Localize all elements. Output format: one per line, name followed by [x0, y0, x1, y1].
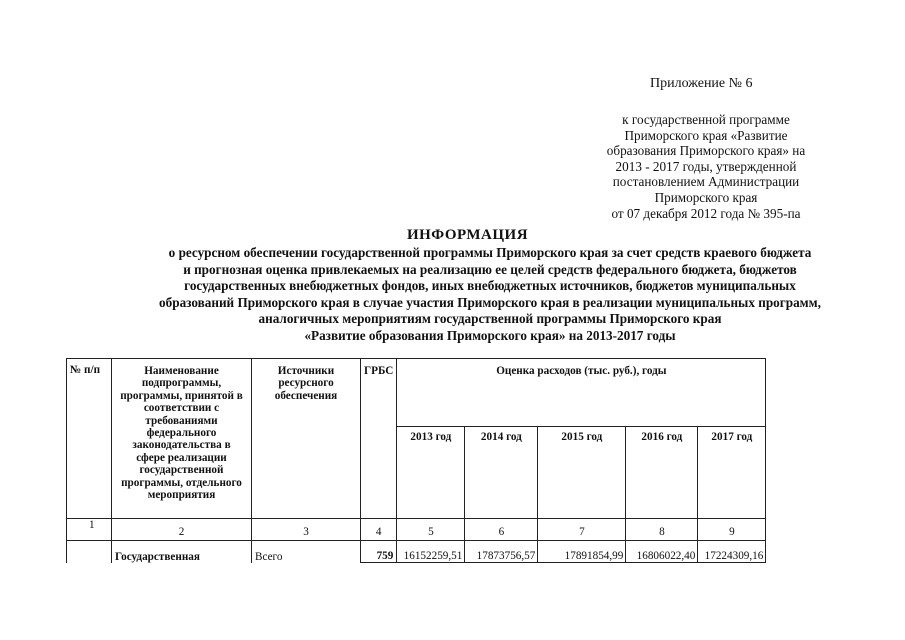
header-name-line: государственной [139, 464, 224, 477]
appendix-line: Приморского края «Развитие [624, 127, 788, 143]
header-name-line: мероприятия [147, 489, 216, 502]
appendix-line: 2013 - 2017 годы, утвержденной [615, 158, 797, 174]
index-cell: 6 [465, 519, 538, 541]
appendix-line: постановлением Администрации [612, 174, 800, 190]
index-cell: 4 [361, 519, 397, 541]
header-name-line: Наименование [144, 365, 219, 377]
header-year: 2013 год [397, 427, 465, 519]
row-value-2016: 16806022,40 [626, 541, 698, 563]
resource-table [66, 358, 766, 563]
subtitle-line: о ресурсном обеспечении государственной программы Приморского края за счет средств краевого бюджета [168, 245, 812, 260]
header-name-line: федерального [146, 427, 217, 440]
row-value-2013: 16152259,51 [397, 541, 465, 563]
header-source-line: обеспечения [274, 389, 338, 402]
subtitle-line: и прогнозная оценка привлекаемых на реализацию ее целей средств федерального бюджета, бюджетов [183, 261, 797, 277]
header-num: № п/п [67, 359, 112, 519]
header-year: 2017 год [698, 427, 766, 519]
subtitle-line: аналогичных мероприятиям государственной программы Приморского края [258, 311, 722, 327]
header-name [112, 359, 252, 519]
header-name-line: законодательства в [132, 439, 231, 452]
header-source-line: ресурсного [278, 377, 334, 390]
appendix-line: образования Приморского края» на [606, 143, 806, 159]
document-subtitle [100, 245, 880, 345]
header-name-line: сфере реализации [136, 451, 227, 464]
appendix-approval-text [586, 112, 826, 221]
appendix-line: Приморского края [654, 189, 758, 205]
row-grbs: 759 [361, 541, 397, 563]
table-row [67, 541, 766, 563]
header-year: 2014 год [465, 427, 538, 519]
index-cell: 7 [538, 519, 626, 541]
row-value-2017: 17224309,16 [698, 541, 766, 563]
appendix-line: от 07 декабря 2012 года № 395-па [611, 205, 801, 221]
row-name: Государственная [112, 541, 252, 563]
header-year: 2016 год [626, 427, 698, 519]
row-value-2014: 17873756,57 [465, 541, 538, 563]
subtitle-line: образований Приморского края в случае участия Приморского края в реализации муниципальных программ, [159, 294, 821, 310]
subtitle-line: государственных внебюджетных фондов, иных внебюджетных источников, бюджетов муниципальных [184, 278, 796, 294]
index-cell: 9 [698, 519, 766, 541]
header-name-line: соответствии с [143, 402, 220, 415]
index-cell: 2 [112, 519, 252, 541]
header-name-line: требованиями [145, 414, 218, 427]
row-source: Всего [252, 541, 361, 563]
header-source [252, 359, 361, 519]
subtitle-line: «Развитие образования Приморского края» на 2013-2017 годы [304, 327, 676, 343]
header-name-line: программы, отдельного [121, 476, 242, 489]
row-num [67, 541, 112, 563]
index-cell: 1 [67, 519, 112, 541]
index-cell: 5 [397, 519, 465, 541]
table-index-row [67, 519, 766, 541]
appendix-line: к государственной программе [622, 112, 790, 127]
row-value-2015: 17891854,99 [538, 541, 626, 563]
header-source-line: Источники [277, 365, 335, 377]
table-header-row [67, 359, 766, 427]
index-cell: 3 [252, 519, 361, 541]
document-title: ИНФОРМАЦИЯ [406, 227, 529, 243]
header-name-line: подпрограммы, [141, 377, 222, 390]
index-cell: 8 [626, 519, 698, 541]
header-year: 2015 год [538, 427, 626, 519]
header-estimate: Оценка расходов (тыс. руб.), годы [397, 359, 766, 427]
header-name-line: программы, принятой в [120, 389, 243, 402]
appendix-title: Приложение № 6 [650, 76, 753, 91]
header-grbs: ГРБС [361, 359, 397, 519]
